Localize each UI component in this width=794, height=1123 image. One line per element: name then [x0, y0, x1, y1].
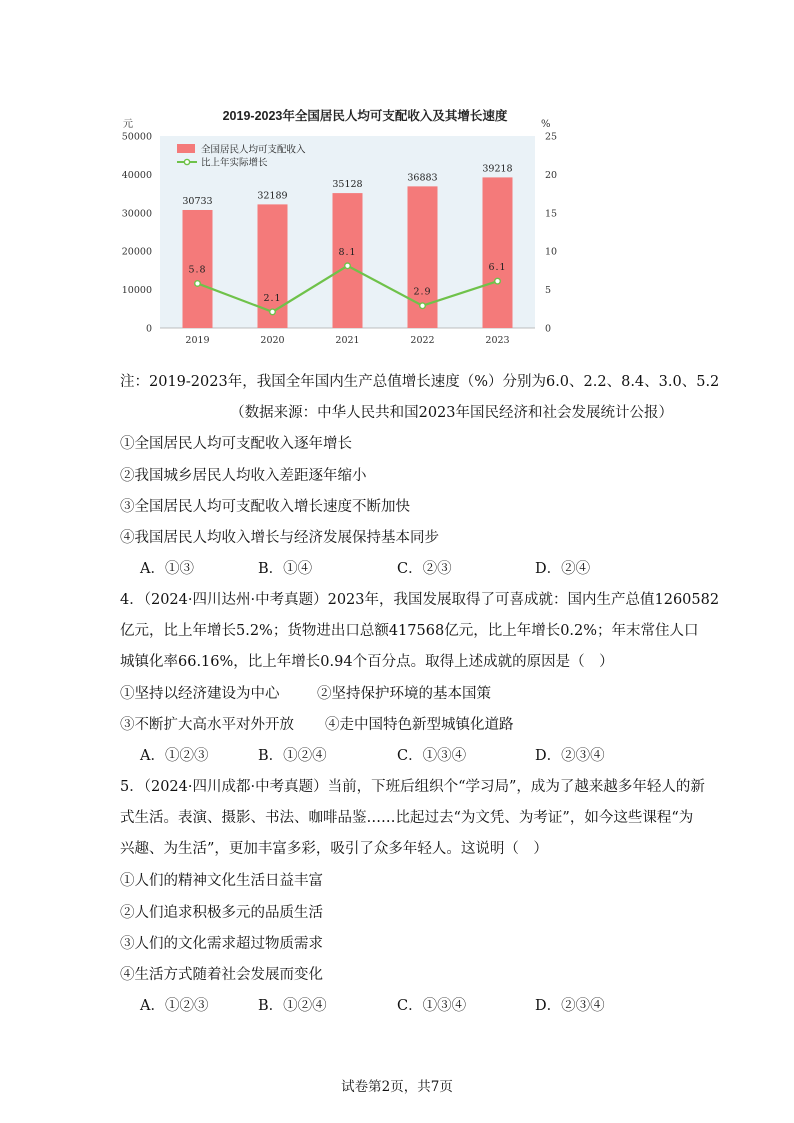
- right-tick-label-3: 15: [545, 208, 558, 220]
- q4-statements-row-2: [120, 715, 514, 735]
- q4-statement-1: ①坚持以经济建设为中心: [120, 686, 280, 702]
- q3-statement-2: ②我国城乡居民人均收入差距逐年缩小: [120, 468, 367, 484]
- right-tick-label-2: 10: [545, 246, 558, 258]
- income-growth-chart: [115, 100, 565, 350]
- q4-option-a[interactable]: A．①②③: [140, 748, 209, 764]
- data-source: （数据来源：中华人民共和国2023年国民经济和社会发展统计公报）: [230, 405, 673, 421]
- q5-stem-line-3: 兴趣、为生活”，更加丰富多彩，吸引了众多年轻人。这说明（ ）: [120, 841, 548, 857]
- chart-note: 注：2019-2023年，我国全年国内生产总值增长速度（%）分别为6.0、2.2、8.4、3.0、5.2: [120, 374, 720, 390]
- left-tick-label-4: 40000: [121, 169, 152, 181]
- q4-stem-line-2: 亿元，比上年增长5.2%；货物进出口总额417568亿元，比上年增长0.2%；年末常住人口: [120, 623, 699, 639]
- right-tick-label-1: 5: [545, 285, 552, 297]
- bar-2021: [333, 193, 363, 328]
- growth-point-2021: [345, 263, 351, 269]
- left-tick-label-3: 30000: [121, 208, 152, 220]
- bar-label-2020: 32189: [257, 190, 288, 202]
- bar-label-2022: 36883: [407, 172, 438, 184]
- legend-bar-label: 全国居民人均可支配收入: [201, 144, 306, 156]
- growth-label-2019: 5.8: [188, 264, 207, 276]
- q4-option-b[interactable]: B．①②④: [258, 748, 327, 764]
- bar-label-2021: 35128: [332, 179, 363, 191]
- left-tick-label-5: 50000: [121, 131, 152, 143]
- q3-statement-4: ④我国居民人均收入增长与经济发展保持基本同步: [120, 530, 439, 546]
- q5-statement-4: ④生活方式随着社会发展而变化: [120, 967, 323, 983]
- bar-label-2023: 39218: [482, 163, 513, 175]
- x-axis-ticks: [185, 335, 509, 346]
- q4-stem-line-3: 城镇化率66.16%，比上年增长0.94个百分点。取得上述成就的原因是（ ）: [120, 654, 614, 670]
- q4-stem: [120, 585, 720, 678]
- q4-statement-2: ②坚持保护环境的基本国策: [317, 686, 491, 702]
- q3-option-c[interactable]: C．②③: [397, 561, 452, 577]
- growth-label-2021: 8.1: [338, 246, 357, 258]
- q3-option-b[interactable]: B．①④: [258, 561, 313, 577]
- q3-option-d[interactable]: D．②④: [535, 561, 591, 577]
- growth-label-2023: 6.1: [488, 262, 507, 274]
- q4-statement-3: ③不断扩大高水平对外开放: [120, 717, 294, 733]
- q5-option-c[interactable]: C．①③④: [397, 998, 467, 1014]
- growth-point-2022: [420, 303, 426, 309]
- left-tick-label-1: 10000: [121, 285, 152, 297]
- q4-stem-line-1: 4．（2024·四川达州·中考真题）2023年，我国发展取得了可喜成就：国内生产总值1260582: [120, 592, 720, 608]
- growth-label-2022: 2.9: [413, 286, 432, 298]
- legend-line-marker: [184, 159, 189, 164]
- x-tick-label-2023: 2023: [485, 335, 510, 346]
- q5-stem-line-1: 5．（2024·四川成都·中考真题）当前，下班后组织个“学习局”，成为了越来越多年轻人的新: [120, 779, 705, 795]
- q5-statement-1: ①人们的精神文化生活日益丰富: [120, 873, 323, 889]
- right-axis-ticks: [545, 132, 557, 335]
- q5-option-b[interactable]: B．①②④: [258, 998, 327, 1014]
- q4-statement-4: ④走中国特色新型城镇化道路: [325, 717, 514, 733]
- q5-stem: [120, 772, 705, 865]
- q3-option-a[interactable]: A．①③: [140, 561, 194, 577]
- legend-line-label: 比上年实际增长: [201, 157, 268, 169]
- x-tick-label-2019: 2019: [185, 335, 210, 346]
- q5-option-a[interactable]: A．①②③: [140, 998, 209, 1014]
- growth-label-2020: 2.1: [263, 292, 282, 304]
- right-tick-label-0: 0: [545, 323, 552, 335]
- q5-stem-line-2: 式生活。表演、摄影、书法、咖啡品鉴……比起过去“为文凭、为考证”，如今这些课程“为: [120, 810, 694, 826]
- q5-statement-3: ③人们的文化需求超过物质需求: [120, 936, 323, 952]
- x-tick-label-2022: 2022: [410, 335, 435, 346]
- right-tick-label-4: 20: [545, 169, 558, 181]
- left-tick-label-0: 0: [145, 323, 152, 335]
- growth-point-2023: [495, 278, 501, 284]
- left-axis-unit: 元: [123, 119, 133, 130]
- bar-label-2019: 30733: [182, 195, 213, 207]
- page-footer: 试卷第2页，共7页: [341, 1079, 453, 1095]
- left-tick-label-2: 20000: [121, 246, 152, 258]
- q5-option-d[interactable]: D．②③④: [535, 998, 605, 1014]
- q4-option-c[interactable]: C．①③④: [397, 748, 467, 764]
- growth-point-2019: [195, 281, 201, 287]
- x-tick-label-2021: 2021: [335, 335, 360, 346]
- q4-statements-row-1: [120, 684, 491, 704]
- bar-2023: [483, 177, 513, 328]
- q4-option-d[interactable]: D．②③④: [535, 748, 605, 764]
- right-axis-unit: %: [541, 119, 551, 130]
- x-tick-label-2020: 2020: [260, 335, 285, 346]
- q3-statement-1: ①全国居民人均可支配收入逐年增长: [120, 436, 352, 452]
- legend-bar-swatch: [177, 144, 195, 153]
- right-tick-label-5: 25: [545, 131, 558, 143]
- chart-title: 2019-2023年全国居民人均可支配收入及其增长速度: [222, 109, 508, 123]
- growth-point-2020: [270, 309, 276, 315]
- q3-statement-3: ③全国居民人均可支配收入增长速度不断加快: [120, 499, 410, 515]
- q5-statement-2: ②人们追求积极多元的品质生活: [120, 905, 323, 921]
- left-axis-ticks: [122, 132, 152, 335]
